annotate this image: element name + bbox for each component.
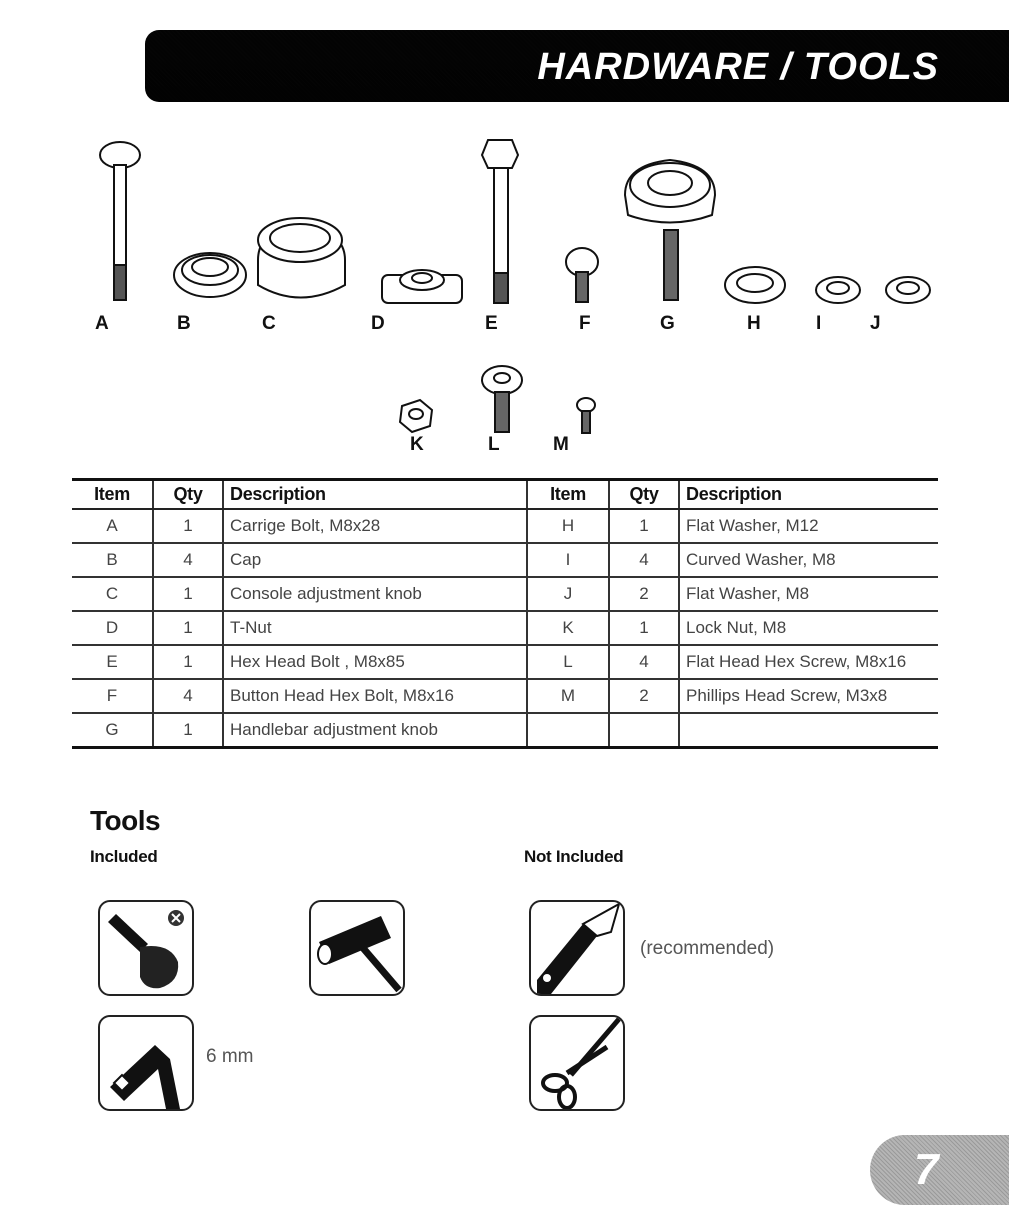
flat-washer-m12-icon — [725, 267, 785, 303]
part-label: C — [262, 313, 276, 334]
handlebar-knob-icon — [625, 160, 715, 300]
cell-description: Console adjustment knob — [223, 577, 527, 611]
table-row — [72, 543, 938, 577]
cell-qty — [609, 713, 679, 748]
table-row — [72, 509, 938, 543]
cell-qty: 1 — [609, 509, 679, 543]
cell-description: Curved Washer, M8 — [679, 543, 938, 577]
hardware-illustrations — [0, 120, 1009, 460]
part-label: E — [485, 313, 498, 334]
header-qty: Qty — [153, 480, 223, 510]
part-label: A — [95, 313, 109, 334]
cell-item: M — [527, 679, 609, 713]
header-description: Description — [679, 480, 938, 510]
cell-item: H — [527, 509, 609, 543]
included-heading: Included — [90, 847, 158, 866]
hex-key-icon — [98, 1015, 194, 1111]
cell-description: Button Head Hex Bolt, M8x16 — [223, 679, 527, 713]
knife-recommended-note: (recommended) — [640, 938, 775, 959]
cell-description: Hex Head Bolt , M8x85 — [223, 645, 527, 679]
part-label: J — [870, 313, 881, 334]
curved-washer-icon — [816, 277, 860, 303]
section-title: HARDWARE / TOOLS — [537, 46, 939, 88]
table-row — [72, 679, 938, 713]
hardware-table — [72, 478, 938, 749]
cell-item: C — [72, 577, 153, 611]
cell-qty: 4 — [609, 645, 679, 679]
cell-description: Handlebar adjustment knob — [223, 713, 527, 748]
flat-head-screw-icon — [482, 366, 522, 432]
cell-description: Cap — [223, 543, 527, 577]
part-label: I — [816, 313, 822, 334]
hex-bolt-icon — [482, 140, 518, 303]
cell-description — [679, 713, 938, 748]
cell-qty: 1 — [153, 577, 223, 611]
cell-description: Flat Washer, M12 — [679, 509, 938, 543]
cell-description: Flat Head Hex Screw, M8x16 — [679, 645, 938, 679]
hex-key-size: 6 mm — [206, 1046, 254, 1067]
table-row — [72, 611, 938, 645]
lock-nut-icon — [400, 400, 432, 432]
phillips-screw-icon — [577, 398, 595, 433]
cell-qty: 4 — [153, 543, 223, 577]
cell-item: F — [72, 679, 153, 713]
cell-item: E — [72, 645, 153, 679]
header-description: Description — [223, 480, 527, 510]
cell-item: K — [527, 611, 609, 645]
cell-item: I — [527, 543, 609, 577]
table-row — [72, 577, 938, 611]
page-number: 7 — [914, 1145, 939, 1194]
t-nut-icon — [382, 270, 462, 303]
part-label: M — [553, 434, 569, 455]
header-qty: Qty — [609, 480, 679, 510]
cell-description: Phillips Head Screw, M3x8 — [679, 679, 938, 713]
table-row — [72, 645, 938, 679]
scissors-icon — [529, 1015, 625, 1111]
part-label: D — [371, 313, 385, 334]
cell-qty: 1 — [153, 713, 223, 748]
tools-heading: Tools — [90, 805, 161, 836]
cell-item: G — [72, 713, 153, 748]
console-knob-icon — [258, 218, 345, 298]
utility-knife-icon — [529, 900, 625, 996]
cell-qty: 1 — [609, 611, 679, 645]
cell-description: Lock Nut, M8 — [679, 611, 938, 645]
cell-qty: 1 — [153, 509, 223, 543]
not-included-heading: Not Included — [524, 847, 624, 866]
button-head-bolt-icon — [566, 248, 598, 302]
cap-icon — [174, 253, 246, 297]
table-row — [72, 713, 938, 748]
cell-item: L — [527, 645, 609, 679]
hardware-drawing — [0, 120, 1009, 460]
part-label: B — [177, 313, 191, 334]
part-label: K — [410, 434, 424, 455]
cell-item: A — [72, 509, 153, 543]
cell-qty: 1 — [153, 611, 223, 645]
multi-tool-wrench-icon — [98, 900, 194, 996]
cell-item: D — [72, 611, 153, 645]
cell-qty: 4 — [609, 543, 679, 577]
part-label: F — [579, 313, 591, 334]
cell-qty: 4 — [153, 679, 223, 713]
cell-description: Carrige Bolt, M8x28 — [223, 509, 527, 543]
cell-description: T-Nut — [223, 611, 527, 645]
part-label: L — [488, 434, 500, 455]
header-item: Item — [72, 480, 153, 510]
cell-qty: 1 — [153, 645, 223, 679]
cell-qty: 2 — [609, 679, 679, 713]
t-wrench-icon — [309, 900, 405, 996]
part-label: H — [747, 313, 761, 334]
cell-item — [527, 713, 609, 748]
page-number-tab — [870, 1135, 1009, 1205]
section-banner — [145, 30, 1009, 102]
table-header-row — [72, 480, 938, 510]
flat-washer-m8-icon — [886, 277, 930, 303]
part-label: G — [660, 313, 675, 334]
carriage-bolt-icon — [100, 142, 140, 300]
cell-item: B — [72, 543, 153, 577]
header-item: Item — [527, 480, 609, 510]
cell-qty: 2 — [609, 577, 679, 611]
cell-description: Flat Washer, M8 — [679, 577, 938, 611]
cell-item: J — [527, 577, 609, 611]
